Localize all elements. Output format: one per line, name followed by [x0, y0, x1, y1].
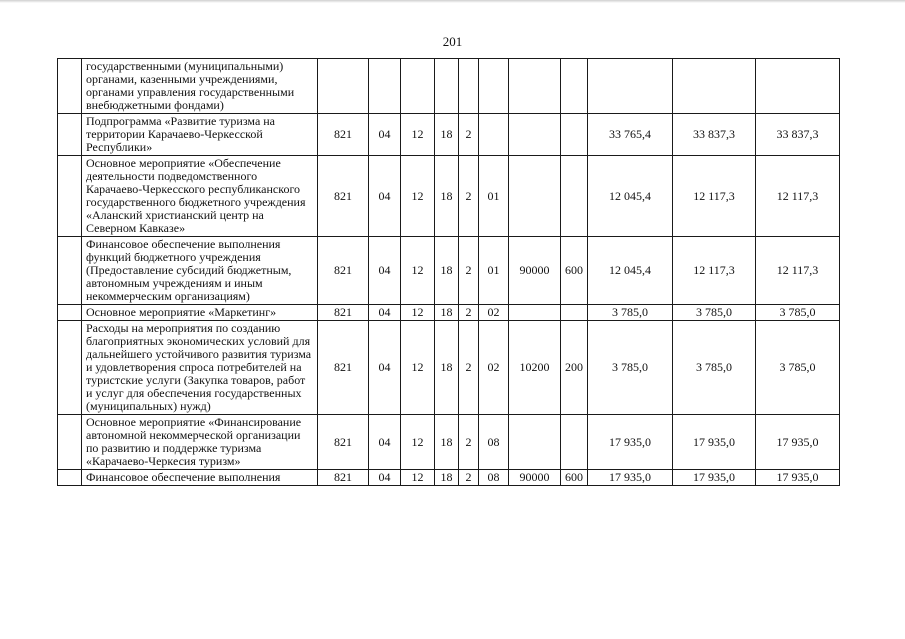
table-row	[58, 321, 840, 415]
amount-year3-cell: 17 935,0	[756, 415, 840, 470]
row-index-cell	[58, 321, 82, 415]
item-name-cell: Подпрограмма «Развитие туризма на территории Карачаево-Черкесской Республики»	[82, 114, 318, 156]
program-code-cell: 18	[435, 114, 459, 156]
subprogram-code-cell: 2	[459, 114, 479, 156]
activity-code-cell	[479, 59, 509, 114]
amount-year2-cell: 12 117,3	[673, 237, 756, 305]
amount-year2-cell: 33 837,3	[673, 114, 756, 156]
section-code-cell: 04	[369, 470, 401, 486]
expense-type-cell	[561, 114, 588, 156]
expense-direction-cell: 90000	[509, 237, 561, 305]
row-index-cell	[58, 305, 82, 321]
amount-year3-cell	[756, 59, 840, 114]
expense-direction-cell	[509, 114, 561, 156]
subsection-code-cell: 12	[401, 415, 435, 470]
row-index-cell	[58, 156, 82, 237]
expense-direction-cell	[509, 156, 561, 237]
ministry-code-cell: 821	[318, 305, 369, 321]
subprogram-code-cell: 2	[459, 305, 479, 321]
subsection-code-cell: 12	[401, 156, 435, 237]
item-name-cell: Расходы на мероприятия по созданию благоприятных экономических условий для дальнейшего устойчивого развития туризма и удовлетворения спроса потребителей на туристские услуги (Закупка товаров, работ и услуг для обеспечения государственных (муниципальных) нужд)	[82, 321, 318, 415]
ministry-code-cell: 821	[318, 156, 369, 237]
ministry-code-cell: 821	[318, 470, 369, 486]
program-code-cell: 18	[435, 156, 459, 237]
expense-type-cell: 200	[561, 321, 588, 415]
subprogram-code-cell: 2	[459, 470, 479, 486]
program-code-cell: 18	[435, 470, 459, 486]
expense-direction-cell	[509, 305, 561, 321]
expense-type-cell	[561, 156, 588, 237]
amount-year3-cell: 33 837,3	[756, 114, 840, 156]
section-code-cell	[369, 59, 401, 114]
expense-type-cell	[561, 305, 588, 321]
subsection-code-cell: 12	[401, 305, 435, 321]
subprogram-code-cell: 2	[459, 321, 479, 415]
amount-year2-cell: 3 785,0	[673, 321, 756, 415]
amount-year3-cell: 12 117,3	[756, 156, 840, 237]
amount-year3-cell: 12 117,3	[756, 237, 840, 305]
subprogram-code-cell: 2	[459, 415, 479, 470]
expense-type-cell	[561, 59, 588, 114]
table-row	[58, 237, 840, 305]
program-code-cell: 18	[435, 237, 459, 305]
amount-year1-cell: 3 785,0	[588, 305, 673, 321]
program-code-cell: 18	[435, 415, 459, 470]
amount-year3-cell: 3 785,0	[756, 305, 840, 321]
scan-edge	[0, 0, 905, 3]
row-index-cell	[58, 415, 82, 470]
section-code-cell: 04	[369, 321, 401, 415]
program-code-cell: 18	[435, 305, 459, 321]
expense-type-cell: 600	[561, 470, 588, 486]
section-code-cell: 04	[369, 415, 401, 470]
amount-year1-cell	[588, 59, 673, 114]
amount-year2-cell	[673, 59, 756, 114]
amount-year1-cell: 17 935,0	[588, 415, 673, 470]
activity-code-cell: 08	[479, 415, 509, 470]
page-number: 201	[442, 34, 463, 49]
ministry-code-cell: 821	[318, 321, 369, 415]
activity-code-cell	[479, 114, 509, 156]
row-index-cell	[58, 59, 82, 114]
section-code-cell: 04	[369, 156, 401, 237]
item-name-cell: Финансовое обеспечение выполнения	[82, 470, 318, 486]
item-name-cell: Основное мероприятие «Маркетинг»	[82, 305, 318, 321]
subsection-code-cell: 12	[401, 114, 435, 156]
ministry-code-cell	[318, 59, 369, 114]
amount-year2-cell: 17 935,0	[673, 470, 756, 486]
expense-type-cell	[561, 415, 588, 470]
subsection-code-cell: 12	[401, 237, 435, 305]
table-row	[58, 305, 840, 321]
subsection-code-cell	[401, 59, 435, 114]
ministry-code-cell: 821	[318, 415, 369, 470]
activity-code-cell: 01	[479, 237, 509, 305]
activity-code-cell: 02	[479, 305, 509, 321]
table-row	[58, 59, 840, 114]
row-index-cell	[58, 114, 82, 156]
section-code-cell: 04	[369, 305, 401, 321]
expense-direction-cell: 10200	[509, 321, 561, 415]
program-code-cell: 18	[435, 321, 459, 415]
item-name-cell: Основное мероприятие «Обеспечение деятельности подведомственного Карачаево-Черкесского республиканского государственного бюджетного учреждения «Аланский христианский центр на Северном Кавказе»	[82, 156, 318, 237]
item-name-cell: государственными (муниципальными) органами, казенными учреждениями, органами управления государственными внебюджетными фондами)	[82, 59, 318, 114]
activity-code-cell: 08	[479, 470, 509, 486]
table-row	[58, 114, 840, 156]
table-row	[58, 156, 840, 237]
section-code-cell: 04	[369, 237, 401, 305]
expense-direction-cell	[509, 59, 561, 114]
budget-table	[57, 58, 840, 486]
row-index-cell	[58, 237, 82, 305]
ministry-code-cell: 821	[318, 237, 369, 305]
subsection-code-cell: 12	[401, 321, 435, 415]
subprogram-code-cell: 2	[459, 156, 479, 237]
amount-year2-cell: 3 785,0	[673, 305, 756, 321]
amount-year1-cell: 33 765,4	[588, 114, 673, 156]
row-index-cell	[58, 470, 82, 486]
expense-direction-cell	[509, 415, 561, 470]
table-row	[58, 470, 840, 486]
expense-direction-cell: 90000	[509, 470, 561, 486]
amount-year1-cell: 12 045,4	[588, 237, 673, 305]
activity-code-cell: 02	[479, 321, 509, 415]
amount-year2-cell: 17 935,0	[673, 415, 756, 470]
section-code-cell: 04	[369, 114, 401, 156]
table-row	[58, 415, 840, 470]
activity-code-cell: 01	[479, 156, 509, 237]
item-name-cell: Финансовое обеспечение выполнения функций бюджетного учреждения (Предоставление субсидий бюджетным, автономным учреждениям и иным некоммерческим организациям)	[82, 237, 318, 305]
program-code-cell	[435, 59, 459, 114]
amount-year1-cell: 3 785,0	[588, 321, 673, 415]
amount-year2-cell: 12 117,3	[673, 156, 756, 237]
subsection-code-cell: 12	[401, 470, 435, 486]
item-name-cell: Основное мероприятие «Финансирование автономной некоммерческой организации по развитию и поддержке туризма «Карачаево-Черкесия туризм»	[82, 415, 318, 470]
amount-year3-cell: 3 785,0	[756, 321, 840, 415]
expense-type-cell: 600	[561, 237, 588, 305]
amount-year3-cell: 17 935,0	[756, 470, 840, 486]
amount-year1-cell: 12 045,4	[588, 156, 673, 237]
subprogram-code-cell	[459, 59, 479, 114]
amount-year1-cell: 17 935,0	[588, 470, 673, 486]
ministry-code-cell: 821	[318, 114, 369, 156]
subprogram-code-cell: 2	[459, 237, 479, 305]
